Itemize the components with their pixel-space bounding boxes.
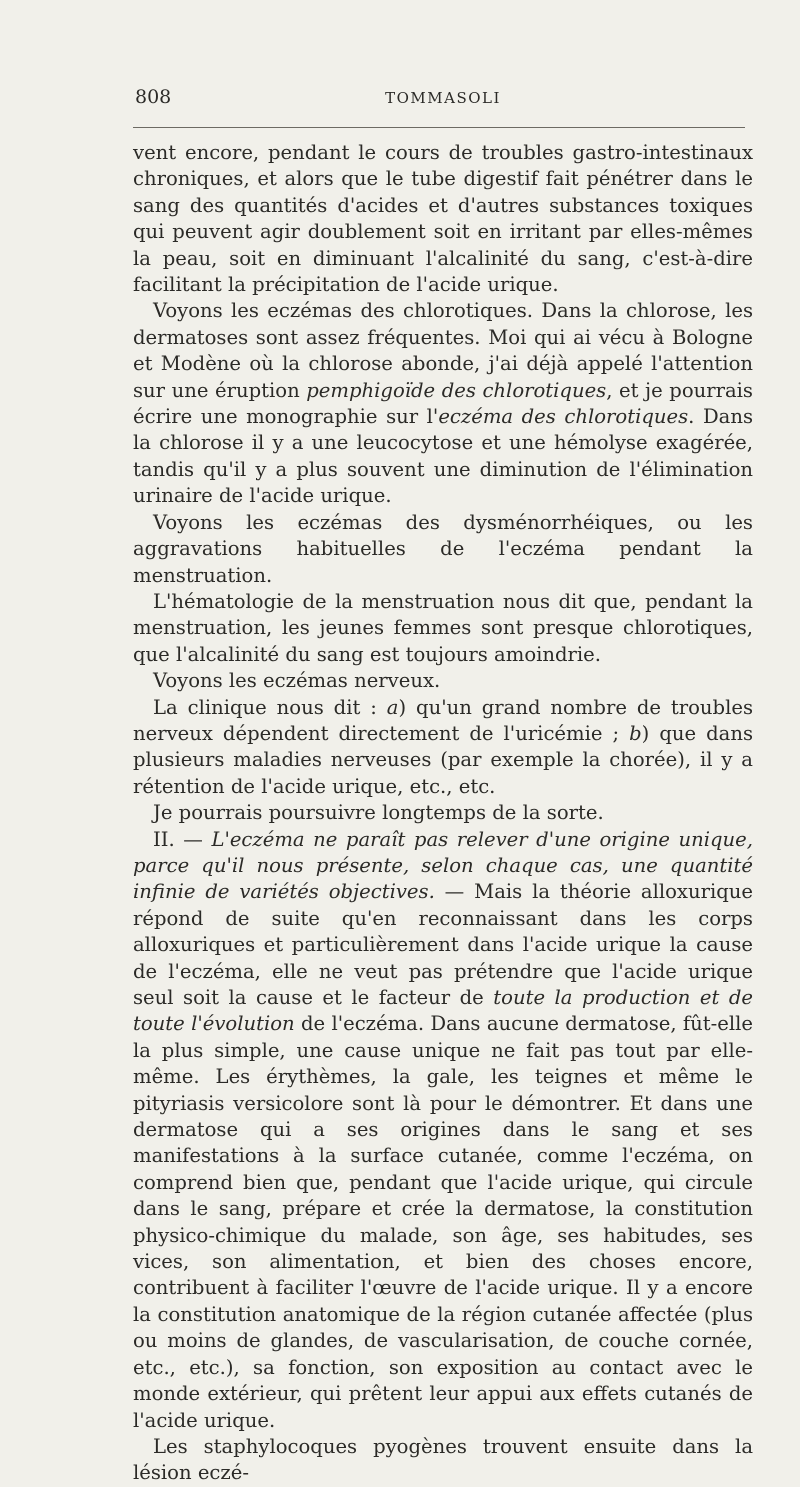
header-rule (133, 127, 745, 128)
running-head: TOMMASOLI (385, 89, 501, 107)
paragraph (133, 589, 753, 668)
text-run: , et je pourrais écrire une monographie sur l' (133, 378, 753, 429)
text-run: La clinique nous dit : (153, 695, 387, 719)
text-run: Les staphylocoques pyogènes trouvent ensuite dans la lésion eczé- (133, 1434, 753, 1485)
paragraph (133, 668, 753, 694)
italic-run: b (629, 721, 642, 745)
text-run: Je pourrais poursuivre longtemps de la sorte. (153, 801, 604, 825)
italic-run: pemphigoïde des chlorotiques (306, 378, 607, 402)
italic-run: eczéma des chlorotiques (438, 405, 689, 429)
text-run: . Dans la chlorose il y a une leucocytose et une hémolyse exagérée, tandis qu'il y a plus souvent une diminution de l'élimination urinaire de l'acide urique. (133, 405, 754, 508)
text-run: Voyons les eczémas nerveux. (153, 669, 441, 693)
paragraph (133, 695, 753, 801)
italic-run: a (386, 695, 399, 719)
text-run: II. — (153, 827, 212, 851)
paragraph (133, 510, 753, 589)
text-run: vent encore, pendant le cours de troubles gastro-intestinaux chroniques, et alors que le tube digestif fait pénétrer dans le sang des quantités d'acides et d'autres substances toxiques qui peuvent agir doublement soit en irritant par elles-mêmes la peau, soit en diminuant l'alcalinité du sang, c'est-à-dire facilitant la précipitation de l'acide urique. (133, 141, 753, 297)
page-header (133, 86, 753, 116)
italic-run: L'eczéma ne paraît pas relever d'une origine unique, parce qu'il nous présente, selon chaque cas, une quantité infinie de variétés objectives. (133, 827, 753, 904)
paragraph (133, 1434, 753, 1487)
paragraph (133, 800, 753, 826)
page-number: 808 (135, 86, 172, 108)
text-run: L'hématologie de la menstruation nous dit que, pendant la menstruation, les jeunes femmes sont presque chlorotiques, que l'alcalinité du sang est toujours amoindrie. (133, 589, 753, 666)
paragraph (133, 827, 753, 1434)
text-run: — Mais la théorie alloxurique répond de suite qu'en reconnaissant dans les corps alloxuriques et particulièrement dans l'acide urique la cause de l'eczéma, elle ne veut pas prétendre que l'acide urique seul soit la cause et le facteur de (133, 880, 753, 1009)
italic-run: toute la production et de toute l'évolution (133, 986, 754, 1036)
text-run: ) qu'un grand nombre de troubles nerveux dépendent directement de l'uricémie ; (133, 695, 753, 745)
text-run: Voyons les eczémas des chlorotiques. Dans la chlorose, les dermatoses sont assez fréquentes. Moi qui ai vécu à Bologne et Modène où la chlorose abonde, j'ai déjà appelé l'attention sur une éruption (133, 299, 753, 402)
body-text (133, 140, 753, 1487)
text-run: ) que dans plusieurs maladies nerveuses (par exemple la chorée), il y a rétention de l'acide urique, etc., etc. (133, 721, 753, 798)
text-run: Voyons les eczémas des dysménorrhéiques, ou les aggravations habituelles de l'eczéma pendant la menstruation. (133, 510, 753, 587)
paragraph (133, 298, 753, 509)
text-run: de l'eczéma. Dans aucune dermatose, fût-elle la plus simple, une cause unique ne fait pas tout par elle-même. Les érythèmes, la gale, les teignes et même le pityriasis versicolore sont là pour le démontrer. Et dans une dermatose qui a ses origines dans le sang et ses manifestations à la surface cutanée, comme l'eczéma, on comprend bien que, pendant que l'acide urique, qui circule dans le sang, prépare et crée la dermatose, la constitution physico-chimique du malade, son âge, ses habitudes, ses vices, son alimentation, et bien des choses encore, contribuent à faciliter l'œuvre de l'acide urique. Il y a encore la constitution anatomique de la région cutanée affectée (plus ou moins de glandes, de vascularisation, de couche cornée, etc., etc.), sa fonction, son exposition au contact avec le monde extérieur, qui prêtent leur appui aux effets cutanés de l'acide urique. (133, 1012, 754, 1432)
paragraph (133, 140, 753, 298)
